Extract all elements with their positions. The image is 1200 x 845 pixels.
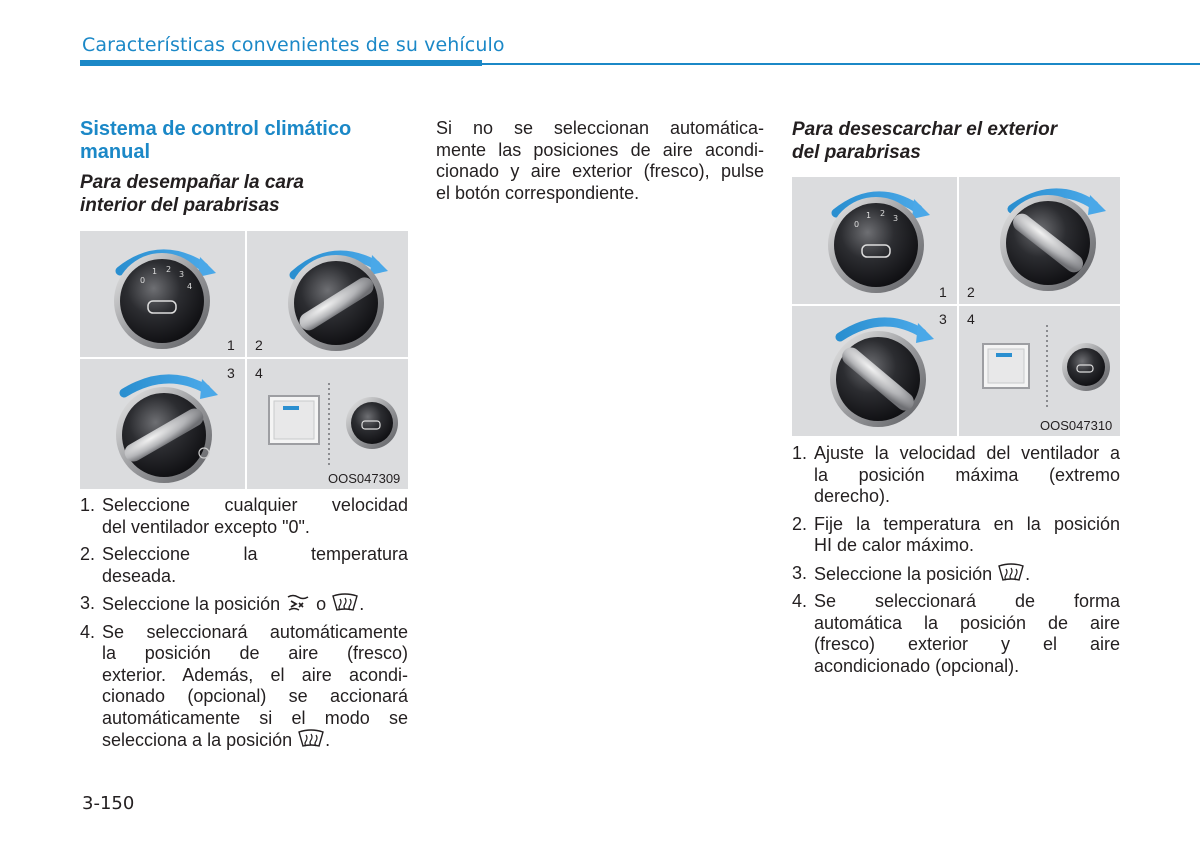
figure-defog [80, 231, 408, 489]
figure-dotted-line [328, 383, 330, 467]
figure-divider-v [957, 177, 959, 436]
step-3-or: o [316, 594, 327, 614]
defrost-icon [297, 729, 325, 749]
defrost-step-3 [792, 563, 1120, 586]
defrost-step-4 [792, 591, 1120, 677]
step-4-line-3: exterior. Además, el aire acondi- [102, 664, 408, 685]
step-number: 1. [792, 443, 808, 463]
middle-line-4: el botón correspondiente. [436, 182, 640, 203]
figure-label-2: 2 [255, 337, 263, 353]
figure-label-1: 1 [939, 284, 947, 300]
step-3-text: Seleccione la posición [102, 594, 281, 614]
svg-text:1: 1 [152, 267, 158, 276]
figure-code: OOS047310 [1040, 418, 1113, 433]
temperature-knob-icon [276, 239, 404, 351]
figure-label-3: 3 [227, 365, 235, 381]
step-4-period: . [325, 730, 331, 750]
header-rule-thick [80, 60, 482, 66]
defrost-step-1 [792, 443, 1120, 508]
middle-line-2: mente las posiciones de aire acondi- [436, 139, 764, 160]
step-4-line-4: cionado (opcional) se accionará [102, 686, 408, 706]
figure-code: OOS047309 [328, 471, 401, 486]
defog-step-1 [80, 495, 408, 538]
ac-button-icon [268, 395, 320, 445]
defrost-icon [997, 563, 1025, 583]
step-2-line-1: Seleccione la temperatura [102, 544, 408, 564]
floor-defrost-icon [285, 593, 311, 613]
ac-button-icon [982, 343, 1030, 389]
figure-divider-v [245, 231, 247, 489]
figure-label-2: 2 [967, 284, 975, 300]
svg-text:1: 1 [866, 211, 872, 220]
step-3-text: Seleccione la posición [814, 563, 993, 584]
section-title-line-2: manual [80, 141, 151, 163]
subtitle-defog-line-1: Para desempañar la cara [80, 172, 304, 193]
step-1-line-3: derecho). [814, 486, 891, 506]
header-rule-thin [482, 63, 1200, 65]
step-number: 2. [80, 544, 96, 564]
step-number: 4. [80, 621, 96, 642]
small-knob-icon [344, 395, 400, 451]
page-number: 3-150 [82, 793, 135, 814]
step-1-line-2: del ventilador excepto "0". [102, 516, 310, 537]
step-4-line-3: (fresco) exterior y el aire [814, 634, 1120, 654]
step-4-line-6: selecciona a la posición [102, 730, 293, 750]
step-4-line-4: acondicionado (opcional). [814, 655, 1020, 676]
step-number: 1. [80, 495, 96, 515]
step-2-line-2: deseada. [102, 565, 177, 586]
svg-text:4: 4 [187, 282, 193, 291]
step-4-line-1: Se seleccionará de forma [814, 591, 1120, 611]
defrost-step-2 [792, 514, 1120, 557]
section-title-line-1: Sistema de control climático [80, 118, 352, 140]
subtitle-defog [80, 171, 304, 217]
figure-label-4: 4 [255, 365, 263, 381]
figure-divider-h [80, 357, 408, 359]
step-2-line-2: HI de calor máximo. [814, 535, 975, 555]
blower-knob-icon [100, 239, 230, 351]
step-4-line-5: automáticamente si el modo se [102, 707, 408, 728]
step-number: 4. [792, 591, 808, 611]
subtitle-defog-line-2: interior del parabrisas [80, 195, 280, 216]
svg-text:3: 3 [179, 270, 185, 279]
defog-step-4 [80, 622, 408, 752]
running-header: Características convenientes de su vehículo [82, 34, 505, 56]
step-1-line-1: Seleccione cualquier velocidad [102, 495, 408, 515]
figure-dotted-line [1046, 325, 1048, 409]
small-knob-icon [1060, 341, 1112, 393]
step-4-line-2: la posición de aire (fresco) [102, 643, 408, 663]
step-number: 3. [792, 562, 808, 583]
step-4-line-1: Se seleccionará automáticamente [102, 621, 408, 642]
subtitle-defrost-line-1: Para desescarchar el exterior [792, 119, 1058, 140]
mode-knob-icon [816, 315, 950, 431]
middle-line-3: cionado y aire exterior (fresco), pulse [436, 161, 764, 181]
step-4-line-2: automática la posición de aire [814, 612, 1120, 633]
blower-knob-icon [814, 183, 944, 297]
step-number: 3. [80, 593, 96, 613]
step-3-period: . [359, 594, 365, 614]
subtitle-defrost-line-2: del parabrisas [792, 142, 921, 163]
defrost-steps [792, 443, 1120, 683]
svg-text:2: 2 [166, 265, 172, 274]
middle-paragraph [436, 118, 764, 204]
svg-text:0: 0 [140, 276, 146, 285]
subtitle-defrost [792, 118, 1057, 164]
step-number: 2. [792, 513, 808, 534]
figure-label-1: 1 [227, 337, 235, 353]
figure-label-3: 3 [939, 311, 947, 327]
step-1-line-2: la posición máxima (extremo [814, 464, 1120, 485]
middle-line-1: Si no se seleccionan automática- [436, 118, 764, 138]
figure-label-4: 4 [967, 311, 975, 327]
mode-knob-icon [102, 371, 238, 485]
defog-steps [80, 495, 408, 758]
step-3-period: . [1025, 563, 1031, 584]
figure-divider-h [792, 304, 1120, 306]
section-title [80, 118, 351, 164]
svg-text:0: 0 [854, 220, 860, 229]
defrost-icon [331, 593, 359, 613]
defog-step-3 [80, 593, 408, 616]
step-1-line-1: Ajuste la velocidad del ventilador a [814, 443, 1120, 463]
temperature-knob-icon [988, 181, 1116, 293]
svg-text:3: 3 [893, 214, 899, 223]
figure-defrost [792, 177, 1120, 436]
svg-text:2: 2 [880, 209, 886, 218]
defog-step-2 [80, 544, 408, 587]
step-2-line-1: Fije la temperatura en la posición [814, 513, 1120, 534]
